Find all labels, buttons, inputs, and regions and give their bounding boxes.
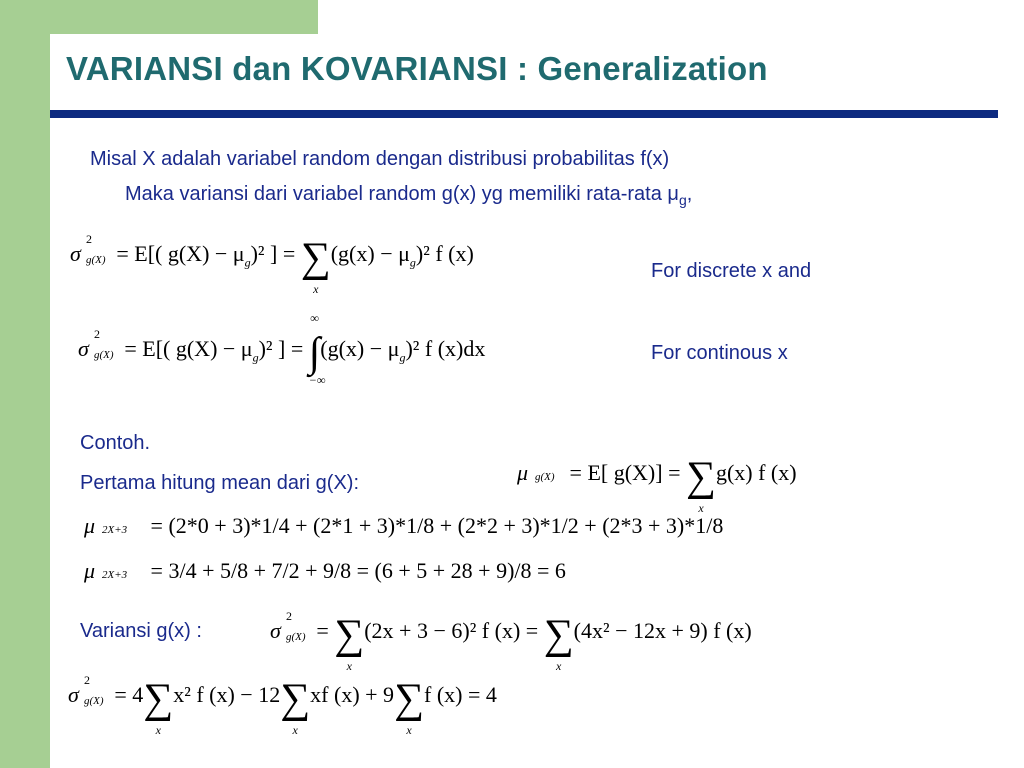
intro-line-2-prefix: Maka variansi dari variabel random g(x) yg memiliki rata-rata μ	[125, 183, 679, 205]
mu-symbol: μ g(X)	[517, 460, 555, 485]
left-accent-strip	[0, 0, 50, 768]
variance-discrete-formula: σ 2 g(X) = E[( $g(X) - \mu_g)^2$ ] = ∑ x $(g(x) - \mu_g)^2$ f (x)	[70, 232, 474, 296]
intro-mu-subscript: g	[678, 192, 687, 208]
variance-final-formula: σ 2 g(X) = 4∑ x x² f (x) − 12∑ x xf (x) + 9∑ x f (x) = 4	[68, 673, 497, 737]
integral-sign: ∞ ∫ −∞	[308, 311, 326, 387]
mean-formula: μ g(X) = E[ g(X)] = ∑ x g(x) f (x)	[517, 454, 797, 515]
mean-description: Pertama hitung mean dari g(X):	[80, 472, 360, 494]
sigma-symbol: σ 2 g(X)	[70, 232, 106, 266]
variance-label: Variansi g(x) :	[80, 620, 202, 642]
intro-line-2	[125, 183, 692, 208]
example-heading: Contoh.	[80, 432, 151, 454]
mean-calc-line-2: μ 2X+3 = 3/4 + 5/8 + 7/2 + 9/8 = (6 + 5 + 28 + 9)/8 = 6	[84, 558, 566, 583]
label-discrete: For discrete x and	[651, 260, 812, 282]
sum-sign: ∑ x	[686, 454, 716, 515]
title-divider	[50, 110, 998, 118]
slide-title: VARIANSI dan KOVARIANSI : Generalization	[66, 50, 768, 87]
intro-line-2-suffix: ,	[686, 183, 693, 205]
sum-sign: ∑ x	[300, 235, 331, 296]
top-accent-strip	[0, 0, 318, 34]
sigma-symbol: σ 2 g(X)	[78, 327, 114, 361]
variance-formula: σ 2 g(X) = ∑ x (2x + 3 − 6)² f (x) = ∑ x (4x² − 12x + 9) f (x)	[270, 609, 752, 673]
variance-continuous-formula: σ 2 g(X) = E[( $g(X) - \mu_g)^2$ ] = ∞ ∫ −∞ $(g(x) - \mu_g)^2$ f (x)dx	[78, 311, 486, 387]
mean-calc-line-1: μ 2X+3 = (2*0 + 3)*1/4 + (2*1 + 3)*1/8 + (2*2 + 3)*1/2 + (2*3 + 3)*1/8	[84, 513, 724, 538]
intro-line-1: Misal X adalah variabel random dengan distribusi probabilitas f(x)	[90, 148, 670, 170]
label-continuous: For continous x	[651, 342, 788, 364]
